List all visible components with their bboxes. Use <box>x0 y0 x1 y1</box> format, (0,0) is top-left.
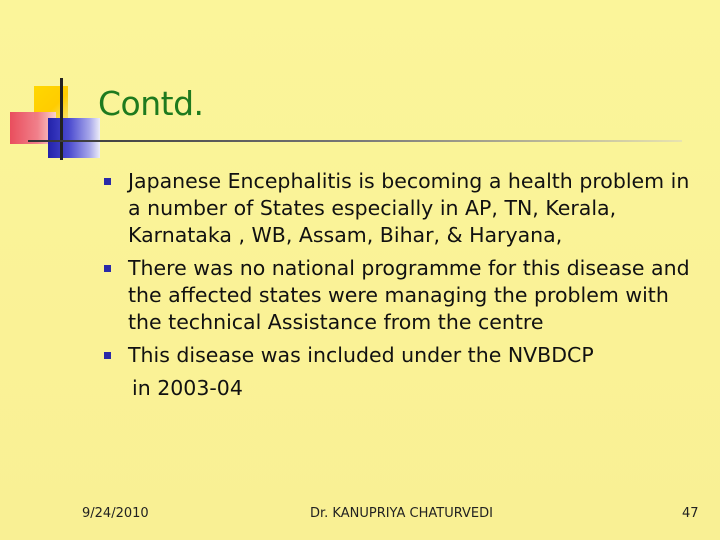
vertical-rule <box>60 78 63 160</box>
bullet-square-icon <box>104 265 111 272</box>
bullet-continuation: in 2003-04 <box>132 376 243 400</box>
decorative-squares <box>8 78 108 168</box>
footer-date: 9/24/2010 <box>82 506 149 521</box>
bullet-square-icon <box>104 352 111 359</box>
bullet-item <box>104 168 704 249</box>
bullet-text: This disease was included under the NVBDCP <box>128 343 594 367</box>
slide-content <box>104 168 704 402</box>
title-underline <box>28 140 682 142</box>
bullet-item <box>104 342 704 369</box>
slide-title: Contd. <box>98 84 204 123</box>
bullet-text: There was no national programme for this disease and the affected states were managing the problem with the technical Assistance from the centre <box>128 256 690 334</box>
bullet-item <box>104 255 704 336</box>
bullet-text: Japanese Encephalitis is becoming a health problem in a number of States especially in AP, TN, Kerala, Karnataka , WB, Assam, Bihar, & Haryana, <box>128 169 690 247</box>
footer-page-number: 47 <box>682 506 699 521</box>
footer-author: Dr. KANUPRIYA CHATURVEDI <box>310 506 493 521</box>
bullet-square-icon <box>104 178 111 185</box>
blue-square <box>48 118 100 158</box>
